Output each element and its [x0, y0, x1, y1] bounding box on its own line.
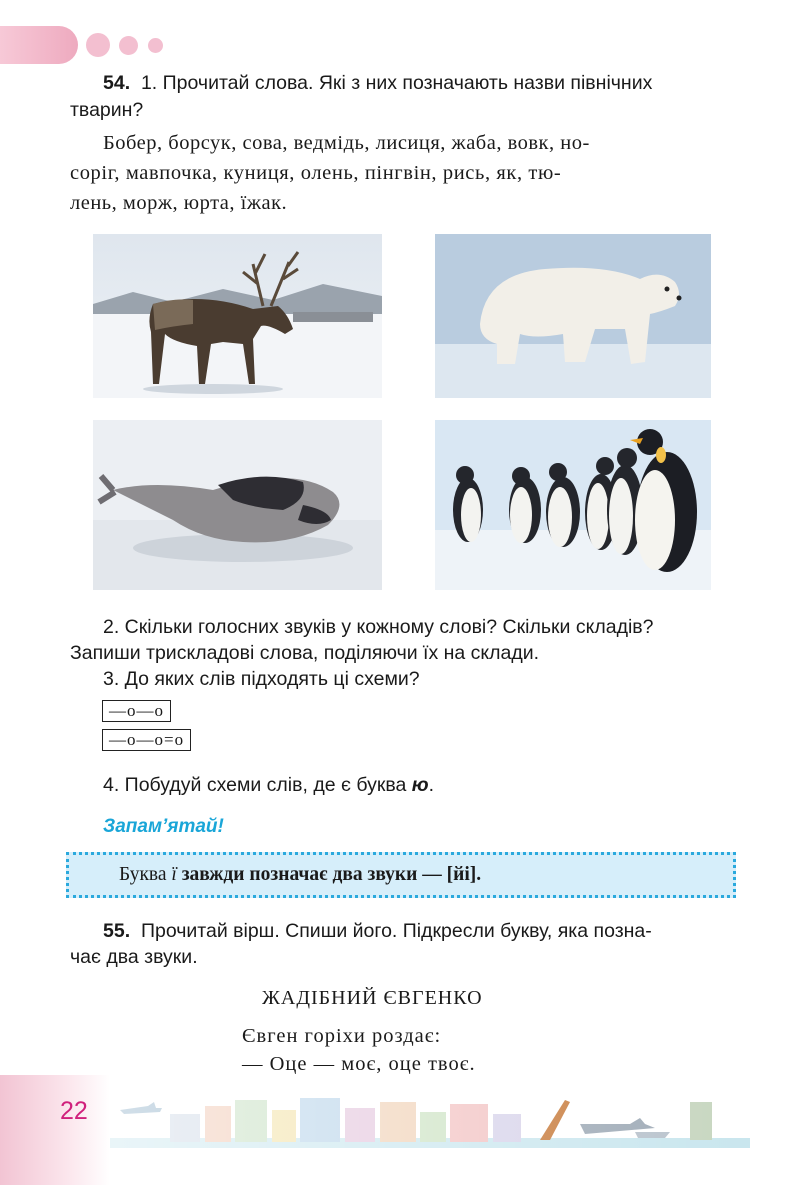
poem-line: Євген горіхи роздає: — [242, 1025, 442, 1047]
task3-text: 3. До яких слів підходять ці схеми? — [103, 668, 420, 690]
page-number: 22 — [60, 1097, 88, 1125]
syllable-schema: —о—о=о — [102, 729, 191, 751]
rule-letter: ї — [171, 864, 177, 885]
word-list-line: соріг, мавпочка, куниця, олень, пінгвін, рись, як, тю- — [70, 162, 562, 184]
task4-prefix: 4. Побудуй схеми слів, де є буква — [103, 774, 412, 796]
exercise-54-task1-cont: тварин? — [70, 99, 144, 121]
word-list-line: Бобер, борсук, сова, ведмідь, лисиця, жаба, вовк, но- — [103, 132, 590, 154]
word-list-line: лень, морж, юрта, їжак. — [70, 192, 288, 214]
remember-heading: Запам’ятай! — [103, 816, 224, 837]
rule-suffix: завжди позначає два звуки — [йі]. — [176, 864, 482, 885]
penguins-photo — [435, 420, 711, 590]
footer-decoration — [0, 1075, 110, 1185]
seal-photo — [93, 420, 382, 590]
header-decoration-dot — [86, 33, 110, 57]
reindeer-photo — [93, 234, 382, 398]
header-decoration-dot — [119, 36, 138, 55]
task2-text-cont: Запиши трискладові слова, поділяючи їх на склади. — [70, 642, 540, 664]
exercise-55-task — [103, 918, 652, 945]
task2-text: 2. Скільки голосних звуків у кожному слові? Скільки складів? — [103, 616, 654, 638]
syllable-schema: —о—о — [102, 700, 171, 722]
task4-text — [103, 772, 434, 799]
task1-text: 1. Прочитай слова. Які з них позначають назви північних — [140, 72, 653, 94]
poem-line: — Оце — моє, оце твоє. — [242, 1053, 476, 1075]
header-decoration-tab — [0, 26, 78, 64]
task4-letter: ю — [411, 774, 429, 796]
exercise-number: 55. — [103, 920, 131, 942]
task4-suffix: . — [428, 774, 435, 796]
rule-prefix: Буква — [119, 864, 172, 885]
exercise-55-text-cont: чає два звуки. — [70, 946, 198, 968]
exercise-number: 54. — [103, 72, 131, 94]
rule-text — [119, 864, 481, 886]
exercise-54-task1 — [103, 70, 652, 97]
header-decoration-dot — [148, 38, 163, 53]
polar-bear-photo — [435, 234, 711, 398]
city-illustration — [110, 1094, 750, 1154]
poem-title: ЖАДІБНИЙ ЄВГЕНКО — [262, 987, 483, 1009]
rule-box — [66, 852, 736, 898]
exercise-55-text: Прочитай вірш. Спиши його. Підкресли букву, яка позна- — [140, 920, 652, 942]
